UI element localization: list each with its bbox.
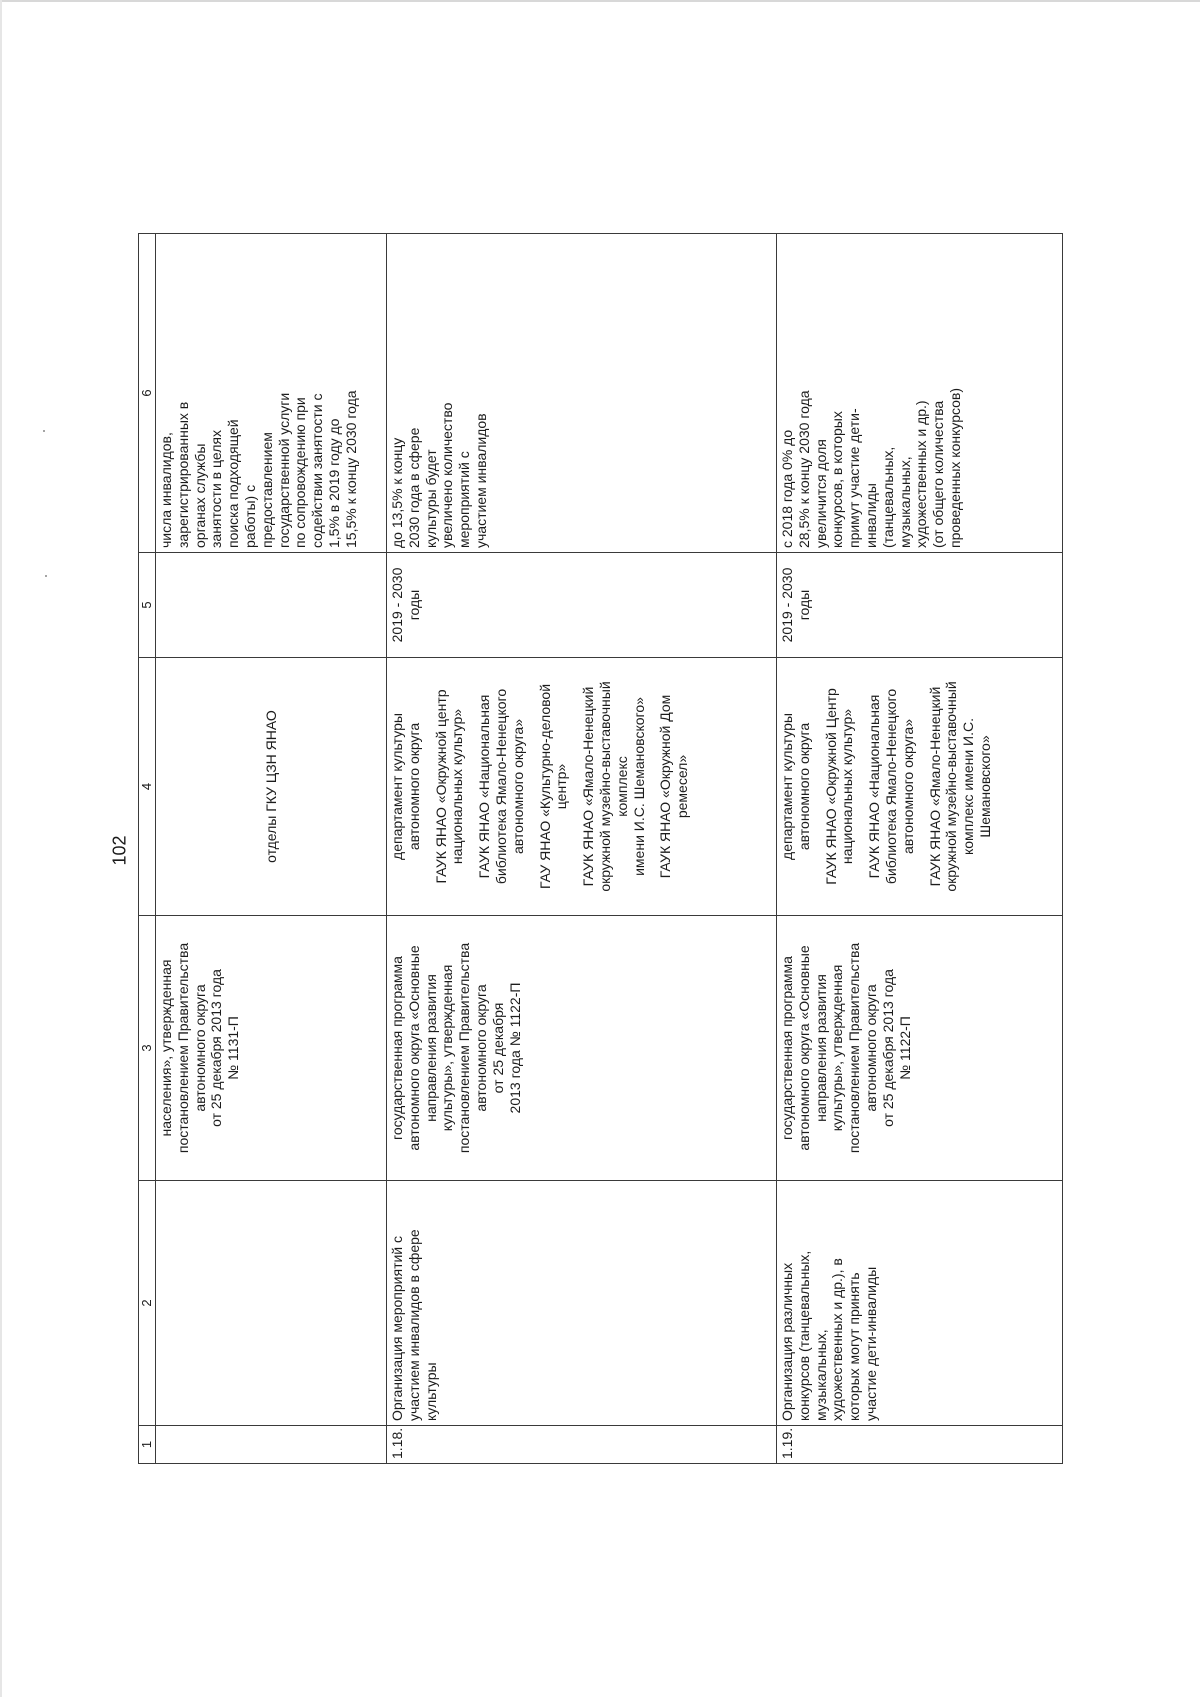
cell-num: 1.19. bbox=[777, 1426, 1063, 1464]
page-edge-top bbox=[0, 0, 1200, 2]
cell-program: населения», утвержденная постановлением Правительства автономного округа от 25 декабря 2013 года № 1131-П bbox=[156, 916, 387, 1181]
cell-executors bbox=[777, 658, 1063, 916]
cell-name: Организация мероприятий с участием инвалидов в сфере культуры bbox=[387, 1181, 777, 1426]
scan-speck bbox=[43, 430, 45, 432]
table-row-continuation bbox=[156, 234, 387, 1464]
table-row-1-18 bbox=[387, 234, 777, 1464]
column-header: 3 bbox=[139, 916, 156, 1181]
executor-item: ГАУК ЯНАО «Национальная библиотека Ямало-Ненецкого автономного округа» bbox=[476, 688, 526, 885]
executor-item: ГАУК ЯНАО «Ямало-Ненецкий окружной музейно-выставочный комплекс имени И.С. Шемановского» bbox=[580, 681, 647, 892]
executor-item: ГАУК ЯНАО «Окружной Центр национальных культур» bbox=[822, 688, 856, 885]
executor-item: ГАУК ЯНАО «Окружной Дом ремесел» bbox=[657, 694, 691, 879]
cell-num: 1.18. bbox=[387, 1426, 777, 1464]
table-row-1-19 bbox=[777, 234, 1063, 1464]
measures-table bbox=[138, 233, 1063, 1464]
cell-result: числа инвалидов, зарегистрированных в органах службы занятости в целях поиска подходящей работы) с предоставлением государственной услуги по сопровождению при содействии занятости с 1,5% в 2019 году до 15,5% к концу 2030 года bbox=[156, 234, 387, 553]
cell-result: с 2018 года 0% до 28,5% к концу 2030 года увеличится доля конкурсов, в которых примут участие дети- инвалиды (танцевальных, музыкальных, художественных и др.) (от общего количества проведенных конкурсов) bbox=[777, 234, 1063, 553]
cell-program: государственная программа автономного округа «Основные направления развития культуры», утвержденная постановлением Правительства автономного округа от 25 декабря 2013 года № 1122-П bbox=[777, 916, 1063, 1181]
executor-item: ГАУК ЯНАО «Окружной центр национальных культур» bbox=[432, 689, 466, 884]
cell-num bbox=[156, 1426, 387, 1464]
cell-period: 2019 - 2030 годы bbox=[387, 553, 777, 658]
cell-program: государственная программа автономного округа «Основные направления развития культуры», утвержденная постановлением Правительства автономного округа от 25 декабря 2013 года № 1122-П bbox=[387, 916, 777, 1181]
cell-name bbox=[156, 1181, 387, 1426]
cell-period: 2019 - 2030 годы bbox=[777, 553, 1063, 658]
scan-speck bbox=[45, 575, 47, 577]
column-header: 4 bbox=[139, 658, 156, 916]
cell-name: Организация различных конкурсов (танцевальных, музыкальных, художественных и др.), в которых могут принять участие дети-инвалиды bbox=[777, 1181, 1063, 1426]
executor-item: департамент культуры автономного округа bbox=[389, 713, 422, 860]
column-header: 2 bbox=[139, 1181, 156, 1426]
page-number: 102 bbox=[109, 835, 130, 866]
table-header-row bbox=[139, 234, 156, 1464]
cell-executors bbox=[387, 658, 777, 916]
cell-executors: отделы ГКУ ЦЗН ЯНАО bbox=[156, 658, 387, 916]
rotated-table-container bbox=[138, 234, 1058, 1464]
column-header: 1 bbox=[139, 1426, 156, 1464]
cell-period bbox=[156, 553, 387, 658]
column-header: 6 bbox=[139, 234, 156, 553]
page-edge-left bbox=[0, 0, 2, 1697]
executor-item: ГАУК ЯНАО «Национальная библиотека Ямало-Ненецкого автономного округа» bbox=[866, 688, 916, 885]
executor-item: департамент культуры автономного округа bbox=[779, 713, 812, 860]
executor-item: ГАУК ЯНАО «Ямало-Ненецкий окружной музейно-выставочный комплекс имени И.С. Шемановского» bbox=[926, 681, 993, 892]
cell-result: до 13,5% к концу 2030 года в сфере культуры будет увеличено количество мероприятий с участием инвалидов bbox=[387, 234, 777, 553]
column-header: 5 bbox=[139, 553, 156, 658]
executor-item: ГАУ ЯНАО «Культурно-деловой центр» bbox=[536, 683, 570, 890]
